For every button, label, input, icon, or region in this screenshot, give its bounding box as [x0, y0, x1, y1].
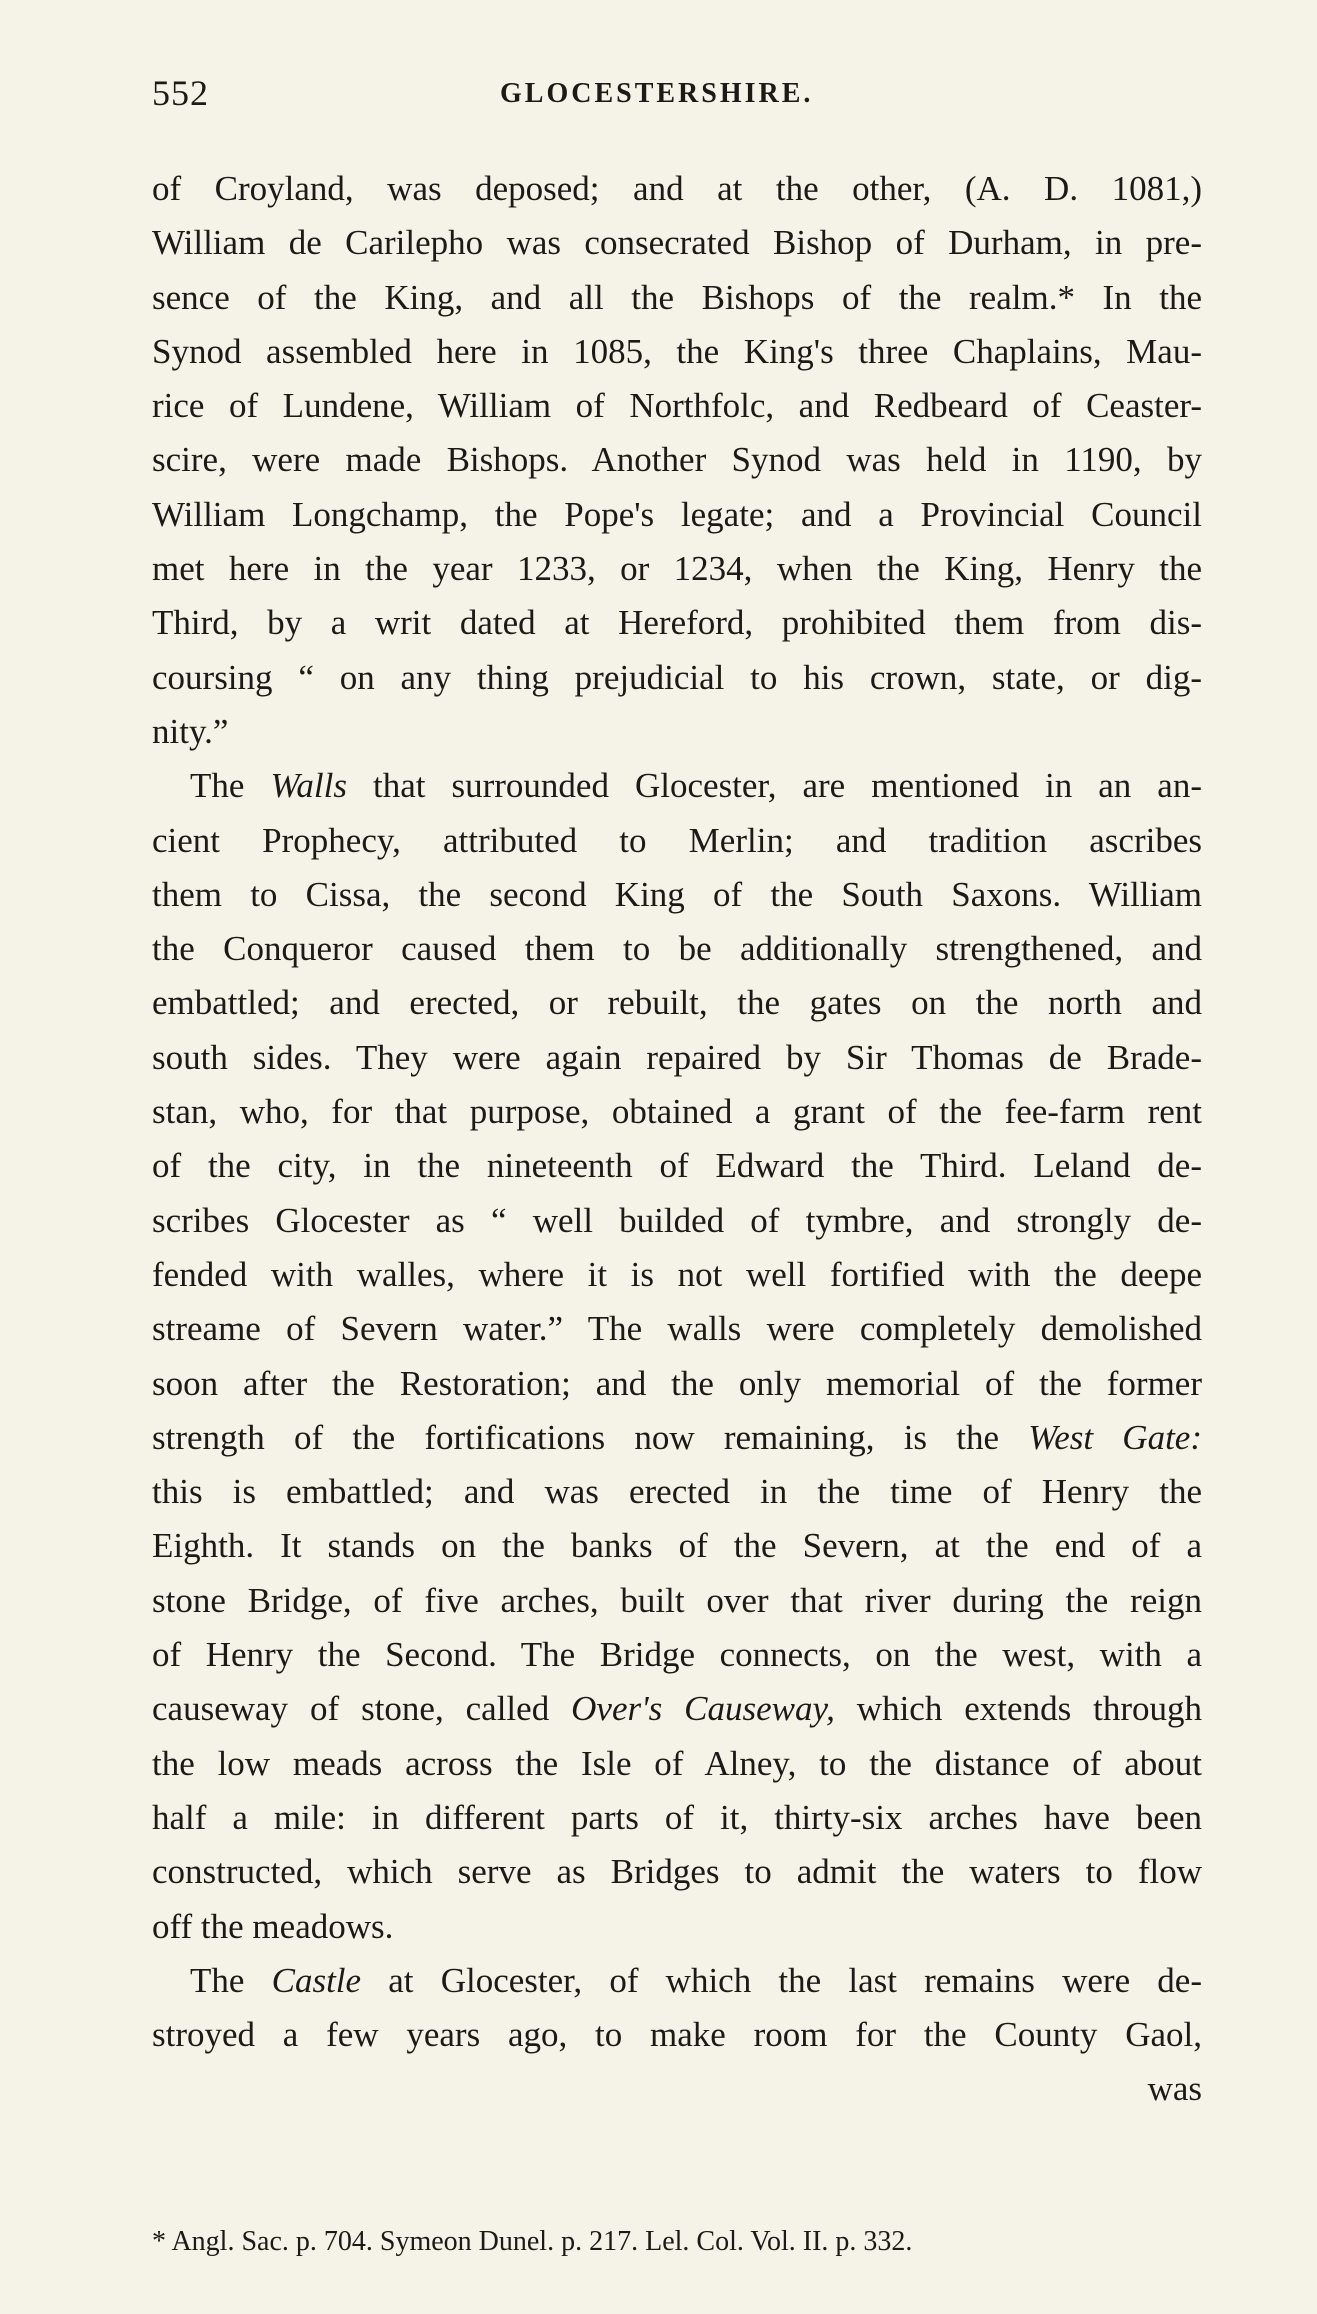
text-line: causeway of stone, called Over's Causeway, which extends through: [152, 1689, 1203, 1729]
text-line: met here in the year 1233, or 1234, when the King, Henry the: [152, 549, 1202, 589]
text-line: of Henry the Second. The Bridge connects, on the west, with a: [152, 1635, 1202, 1675]
text-line: them to Cissa, the second King of the South Saxons. William: [152, 874, 1202, 914]
text-line: off the meadows.: [152, 1906, 394, 1946]
text-line: stone Bridge, of five arches, built over that river during the reign: [152, 1580, 1202, 1620]
text-line: streame of Severn water.” The walls were completely demolished: [152, 1309, 1202, 1349]
text-line: fended with walles, where it is not well fortified with the deepe: [152, 1254, 1202, 1294]
catchword: was: [1147, 2069, 1202, 2109]
text-line: cient Prophecy, attributed to Merlin; and tradition ascribes: [152, 820, 1202, 860]
text-line: of the city, in the nineteenth of Edward the Third. Leland de-: [152, 1146, 1202, 1186]
text-line: scribes Glocester as “ well builded of tymbre, and strongly de-: [152, 1200, 1202, 1240]
text-line: nity.”: [152, 711, 229, 751]
text-line: the low meads across the Isle of Alney, to the distance of about: [152, 1743, 1202, 1783]
page-header: [152, 72, 1192, 122]
text-line: the Conqueror caused them to be additionally strengthened, and: [152, 929, 1202, 969]
footnote: * Angl. Sac. p. 704. Symeon Dunel. p. 217. Lel. Col. Vol. II. p. 332.: [152, 2226, 913, 2257]
page-number: 552: [152, 73, 209, 113]
text-line: The Castle at Glocester, of which the last remains were de-: [190, 1960, 1202, 2000]
text-line: constructed, which serve as Bridges to admit the waters to flow: [152, 1852, 1202, 1892]
text-line: Synod assembled here in 1085, the King's three Chaplains, Mau-: [152, 331, 1202, 371]
text-line: sence of the King, and all the Bishops of the realm.* In the: [152, 277, 1202, 317]
text-line: stan, who, for that purpose, obtained a grant of the fee-farm rent: [152, 1092, 1202, 1132]
running-head: GLOCESTERSHIRE.: [500, 78, 814, 109]
text-line: Eighth. It stands on the banks of the Severn, at the end of a: [152, 1526, 1202, 1566]
text-line: embattled; and erected, or rebuilt, the gates on the north and: [152, 983, 1202, 1023]
text-line: stroyed a few years ago, to make room for the County Gaol,: [152, 2015, 1202, 2055]
text-line: The Walls that surrounded Glocester, are mentioned in an an-: [190, 766, 1202, 806]
body-text: [152, 162, 1202, 2117]
text-line: William de Carilepho was consecrated Bishop of Durham, in pre-: [152, 223, 1202, 263]
text-line: coursing “ on any thing prejudicial to his crown, state, or dig-: [152, 657, 1202, 697]
text-line: scire, were made Bishops. Another Synod was held in 1190, by: [152, 440, 1202, 480]
text-line: this is embattled; and was erected in the time of Henry the: [152, 1472, 1202, 1512]
text-line: strength of the fortifications now remaining, is the West Gate:: [152, 1417, 1202, 1457]
text-line: half a mile: in different parts of it, thirty-six arches have been: [152, 1797, 1202, 1837]
text-line: soon after the Restoration; and the only memorial of the former: [152, 1363, 1202, 1403]
text-line: south sides. They were again repaired by Sir Thomas de Brade-: [152, 1037, 1202, 1077]
text-line: William Longchamp, the Pope's legate; and a Provincial Council: [152, 494, 1202, 534]
text-line: rice of Lundene, William of Northfolc, and Redbeard of Ceaster-: [152, 386, 1202, 426]
text-line: Third, by a writ dated at Hereford, prohibited them from dis-: [152, 603, 1202, 643]
text-line: of Croyland, was deposed; and at the other, (A. D. 1081,): [152, 169, 1202, 208]
